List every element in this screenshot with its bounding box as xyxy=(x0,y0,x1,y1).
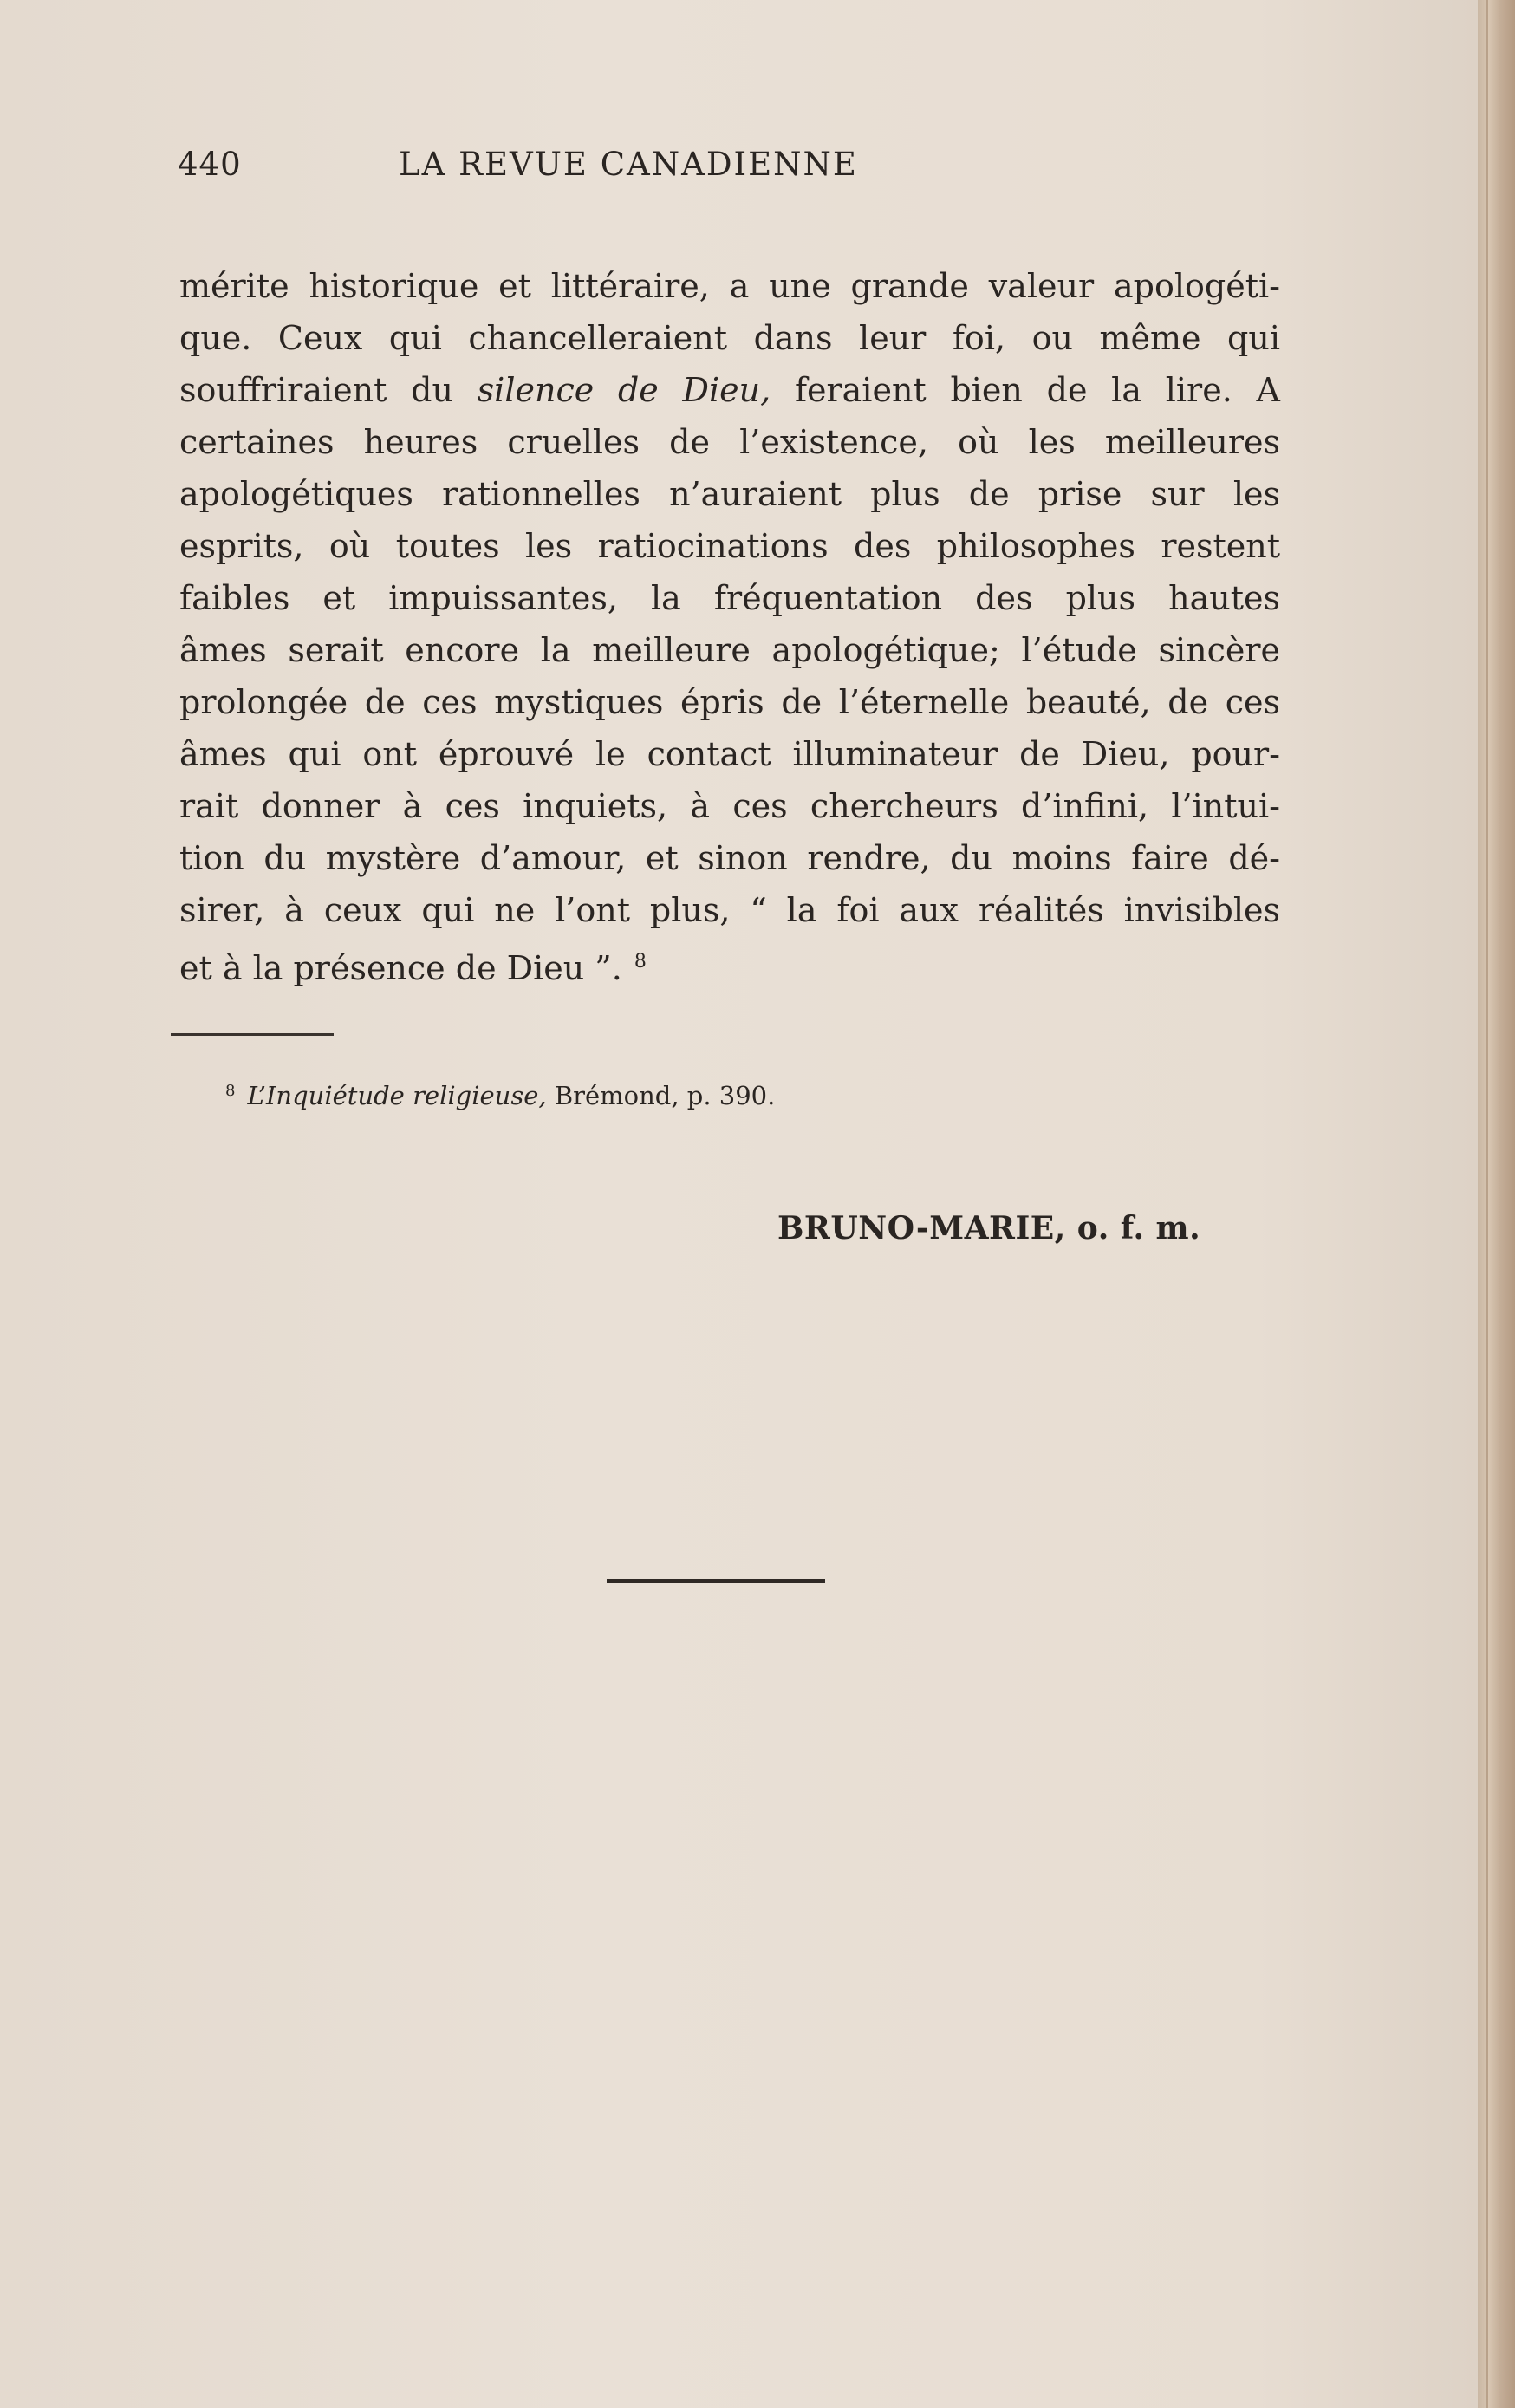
text-line: souffriraient du silence de Dieu, feraient bien de la lire. A xyxy=(179,371,1280,409)
text-line: prolongée de ces mystiques épris de l’éternelle beauté, de ces xyxy=(179,683,1280,721)
text-line: âmes serait encore la meilleure apologétique; l’étude sincère xyxy=(179,631,1280,669)
footnote xyxy=(225,1081,775,1110)
text-line: que. Ceux qui chancelleraient dans leur foi, ou même qui xyxy=(179,319,1280,357)
page-number: 440 xyxy=(178,146,242,183)
footnote-citation: Brémond, p. 390. xyxy=(554,1081,776,1110)
text-line: esprits, où toutes les ratiocinations des philosophes restent xyxy=(179,527,1280,565)
footnote-reference: 8 xyxy=(634,951,647,973)
text-line: rait donner à ces inquiets, à ces chercheurs d’infini, l’intui- xyxy=(179,787,1280,825)
running-title: LA REVUE CANADIENNE xyxy=(399,146,858,183)
page-header xyxy=(178,146,984,189)
text-line: certaines heures cruelles de l’existence, où les meilleures xyxy=(179,423,1280,461)
footnote-divider xyxy=(171,1033,334,1036)
text-line: âmes qui ont éprouvé le contact illuminateur de Dieu, pour- xyxy=(179,735,1280,773)
text-line: apologétiques rationnelles n’auraient plus de prise sur les xyxy=(179,475,1280,513)
end-divider xyxy=(607,1579,825,1583)
text-line: faibles et impuissantes, la fréquentation des plus hautes xyxy=(179,579,1280,617)
text-line: mérite historique et littéraire, a une grande valeur apologéti- xyxy=(179,267,1280,305)
footnote-marker: 8 xyxy=(225,1082,236,1100)
text-line: et à la présence de Dieu ”. $^8$ xyxy=(179,949,647,987)
footnote-work-title: L’Inquiétude religieuse, xyxy=(247,1081,547,1110)
body-paragraph xyxy=(179,260,1280,994)
page-edge xyxy=(1478,0,1515,2408)
text-line: tion du mystère d’amour, et sinon rendre, du moins faire dé- xyxy=(179,839,1280,877)
text-line: sirer, à ceux qui ne l’ont plus, “ la foi aux réalités invisibles xyxy=(179,891,1280,929)
author-signature: BRUNO-MARIE, o. f. m. xyxy=(777,1210,1201,1246)
italic-title: silence de Dieu, xyxy=(477,371,771,409)
